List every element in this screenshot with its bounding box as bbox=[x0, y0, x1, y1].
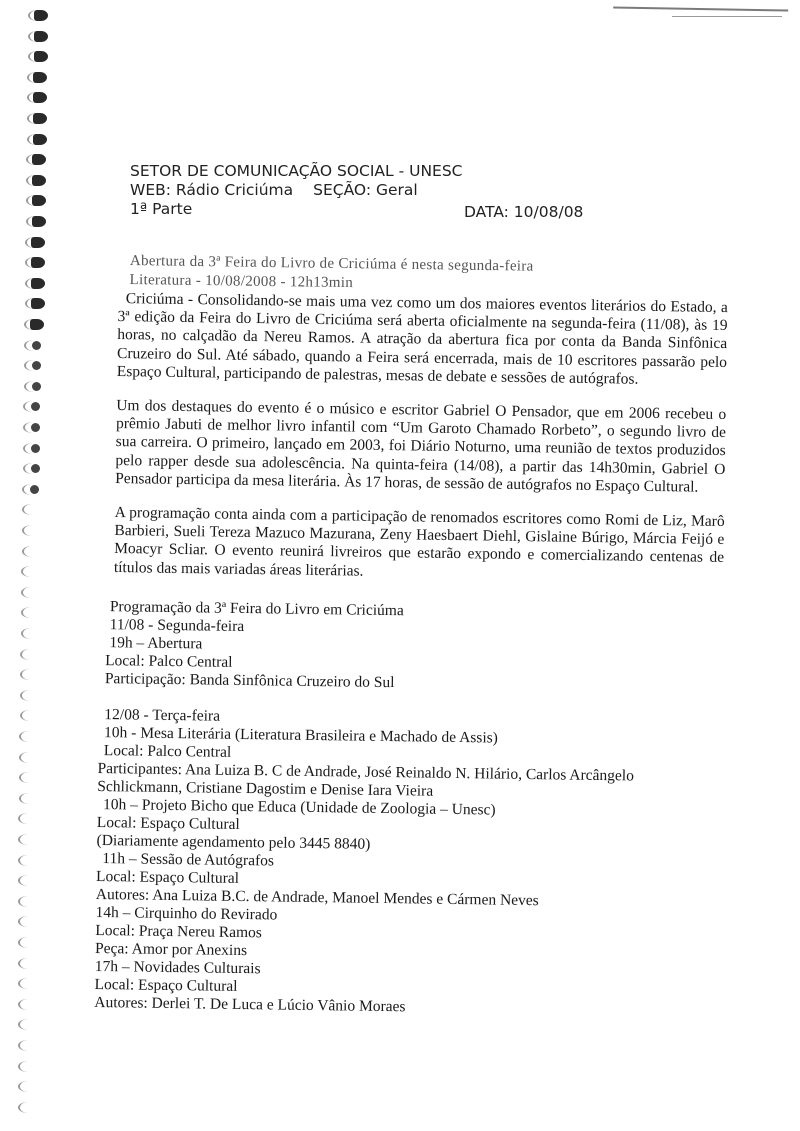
binding-hole bbox=[25, 257, 45, 268]
article-byline: Literatura - 10/08/2008 - 12h13min bbox=[129, 271, 354, 292]
schedule-line: Local: Espaço Cultural bbox=[96, 813, 240, 833]
binding-hole bbox=[25, 278, 45, 289]
article-headline: Abertura da 3ª Feira do Livro de Criciúma é nesta segunda-feira bbox=[129, 252, 534, 275]
binding-hole bbox=[18, 937, 38, 948]
binding-hole bbox=[19, 752, 39, 763]
spiral-binding-holes bbox=[6, 10, 66, 1125]
header-part: 1ª Parte bbox=[130, 200, 193, 218]
binding-hole bbox=[26, 216, 46, 227]
binding-hole bbox=[18, 978, 38, 989]
header-date: DATA: 10/08/08 bbox=[464, 203, 584, 221]
schedule-line: Peça: Amor por Anexins bbox=[94, 939, 248, 960]
header-sector: SETOR DE COMUNICAÇÃO SOCIAL - UNESC bbox=[130, 162, 463, 180]
schedule-line: 10h – Projeto Bicho que Educa (Unidade de Zoologia – Unesc) bbox=[102, 796, 496, 819]
binding-hole bbox=[24, 381, 44, 392]
binding-hole bbox=[20, 690, 40, 701]
schedule-line: Local: Palco Central bbox=[103, 742, 232, 761]
binding-hole bbox=[18, 1061, 38, 1072]
binding-hole bbox=[18, 958, 38, 969]
binding-hole bbox=[18, 896, 38, 907]
binding-hole bbox=[19, 731, 39, 742]
binding-hole bbox=[24, 340, 44, 351]
schedule-line: Local: Praça Nereu Ramos bbox=[95, 921, 263, 942]
schedule-line: Autores: Ana Luiza B.C. de Andrade, Manoel Mendes e Cármen Neves bbox=[95, 885, 539, 910]
binding-hole bbox=[24, 319, 44, 330]
day-date: 12/08 - Terça-feira bbox=[104, 706, 221, 725]
binding-hole bbox=[25, 237, 45, 248]
binding-hole bbox=[27, 92, 47, 103]
schedule-line: Participantes: Ana Luiza B. C de Andrade, José Reinaldo N. Hilário, Carlos Arcângelo bbox=[97, 759, 635, 785]
binding-hole bbox=[26, 175, 46, 186]
binding-hole bbox=[28, 31, 48, 42]
binding-hole bbox=[27, 72, 47, 83]
binding-hole bbox=[18, 1081, 38, 1092]
day-date: 11/08 - Segunda-feira bbox=[109, 616, 245, 636]
day-participation: Participação: Banda Sinfônica Cruzeiro do Sul bbox=[104, 670, 395, 692]
binding-hole bbox=[22, 484, 42, 495]
binding-hole bbox=[18, 1019, 38, 1030]
binding-hole bbox=[24, 360, 44, 371]
schedule-line: Local: Espaço Cultural bbox=[95, 867, 240, 887]
binding-hole bbox=[26, 195, 46, 206]
binding-hole bbox=[21, 607, 41, 618]
day-time: 19h – Abertura bbox=[109, 634, 203, 653]
binding-hole bbox=[18, 916, 38, 927]
binding-hole bbox=[22, 525, 42, 536]
binding-hole bbox=[20, 669, 40, 680]
day-local: Local: Palco Central bbox=[105, 652, 233, 671]
binding-hole bbox=[20, 710, 40, 721]
schedule-line: Local: Espaço Cultural bbox=[94, 975, 238, 995]
header-web-section-row bbox=[130, 181, 590, 200]
binding-hole bbox=[18, 1102, 38, 1113]
binding-hole bbox=[18, 999, 38, 1010]
binding-hole bbox=[28, 10, 48, 21]
binding-hole bbox=[18, 813, 38, 824]
binding-hole bbox=[27, 134, 47, 145]
scan-artifact-line bbox=[672, 16, 782, 17]
binding-hole bbox=[22, 546, 42, 557]
binding-hole bbox=[19, 772, 39, 783]
binding-hole bbox=[23, 401, 43, 412]
binding-hole bbox=[27, 113, 47, 124]
schedule-line: Schlickmann, Cristiane Dagostim e Denise Iara Vieira bbox=[97, 777, 434, 800]
schedule-line: (Diariamente agendamento pelo 3445 8840) bbox=[96, 831, 371, 853]
binding-hole bbox=[25, 298, 45, 309]
binding-hole bbox=[23, 443, 43, 454]
document-header bbox=[130, 162, 590, 219]
article-paragraph: A programação conta ainda com a participação de renomados escritores como Romi de Liz, Marô Barbieri, Sueli Tereza Mazuco Mazurana, Zeny Haesbaert Diehl, Gislaine Búrigo, Márcia Feijó e Moacyr Scliar. O evento reunirá livreiros que estarão expondo e comercializando centenas de títulos das mais variadas áreas literárias. bbox=[113, 504, 725, 580]
binding-hole bbox=[20, 649, 40, 660]
schedule-line: 14h – Cirquinho do Revirado bbox=[95, 903, 278, 924]
binding-hole bbox=[21, 628, 41, 639]
schedule-line: 17h – Novidades Culturais bbox=[94, 957, 261, 978]
binding-hole bbox=[23, 463, 43, 474]
binding-hole bbox=[19, 793, 39, 804]
binding-hole bbox=[22, 504, 42, 515]
binding-hole bbox=[21, 566, 41, 577]
header-web: WEB: Rádio Criciúma bbox=[130, 181, 294, 199]
schedule-line: Autores: Derlei T. De Luca e Lúcio Vânio Moraes bbox=[94, 993, 406, 1016]
article-paragraph: Um dos destaques do evento é o músico e escritor Gabriel O Pensador, que em 2006 recebeu o prêmio Jabuti de melhor livro infantil com “Um Garoto Chamado Rorbeto”, o segundo livro de sua carreira. O primeiro, lançado em 2003, foi Diário Noturno, uma reunião de textos produzidos pelo rapper desde sua adolescência. Na quinta-feira (14/08), a partir das 14h30min, Gabriel O Pensador participa da mesa literária. Às 17 horas, de sessão de autógrafos no Espaço Cultural. bbox=[115, 397, 727, 496]
scan-artifact-line bbox=[613, 6, 788, 35]
schedule-line: 11h – Sessão de Autógrafos bbox=[102, 850, 275, 870]
article-paragraph: Criciúma - Consolidando-se mais uma vez como um dos maiores eventos literários do Estado, a 3ª edição da Feira do Livro de Criciúma será aberta oficialmente na segunda-feira (11/08), às 19 horas, no calçadão da Nereu Ramos. A atração da abertura fica por conta da Banda Sinfônica Cruzeiro do Sul. Até sábado, quando a Feira será encerrada, mais de 10 escritores passarão pelo Espaço Cultural, participando de palestras, mesas de debate e sessões de autógrafos. bbox=[116, 290, 728, 388]
schedule-title: Programação da 3ª Feira do Livro em Criciúma bbox=[109, 598, 404, 620]
header-section: SEÇÃO: Geral bbox=[313, 181, 418, 199]
binding-hole bbox=[18, 875, 38, 886]
event-schedule bbox=[94, 598, 700, 1020]
binding-hole bbox=[18, 1040, 38, 1051]
binding-hole bbox=[26, 154, 46, 165]
article-body bbox=[114, 290, 728, 602]
schedule-line: 10h - Mesa Literária (Literatura Brasileira e Machado de Assis) bbox=[104, 724, 499, 747]
binding-hole bbox=[21, 587, 41, 598]
binding-hole bbox=[28, 51, 48, 62]
binding-hole bbox=[23, 422, 43, 433]
binding-hole bbox=[18, 855, 38, 866]
binding-hole bbox=[18, 834, 38, 845]
